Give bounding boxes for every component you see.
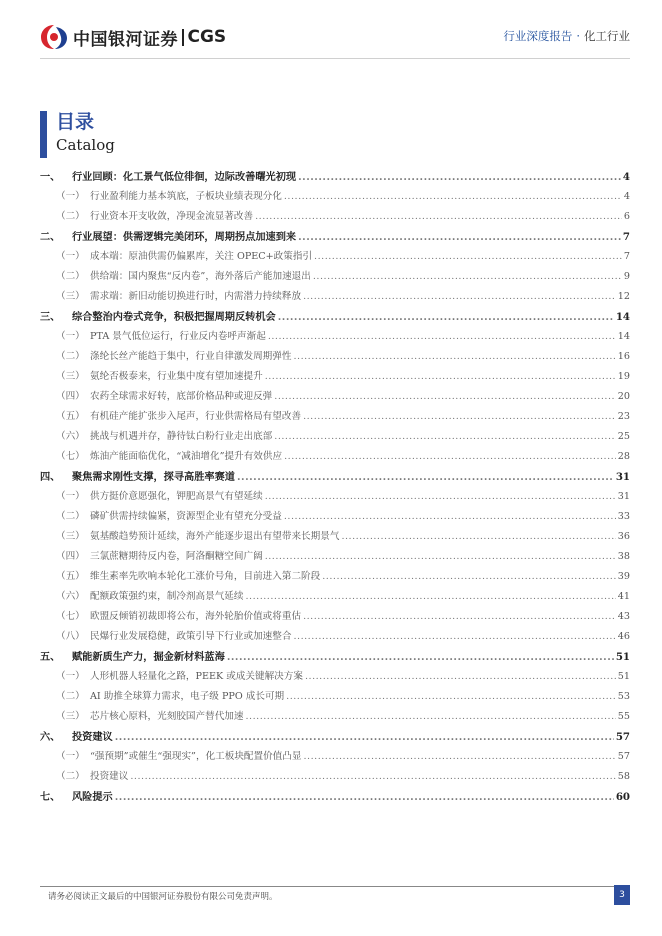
toc-leader-dots bbox=[268, 327, 616, 347]
toc-entry-page: 51 bbox=[617, 671, 630, 682]
toc-entry-page: 43 bbox=[617, 611, 630, 622]
toc-entry-page: 60 bbox=[615, 791, 630, 803]
toc-entry-page: 6 bbox=[623, 211, 630, 222]
toc-entry-title: PTA 景气低位运行，行业反内卷呼声渐起 bbox=[90, 331, 266, 342]
title-accent-bar bbox=[40, 111, 47, 158]
toc-entry-page: 14 bbox=[617, 331, 630, 342]
toc-entry-number: （二） bbox=[56, 211, 85, 222]
toc-entry-number: （二） bbox=[56, 511, 85, 522]
toc-section-entry[interactable] bbox=[40, 307, 630, 327]
toc-section-entry[interactable] bbox=[40, 227, 630, 247]
toc-entry-number: （三） bbox=[56, 371, 85, 382]
toc-leader-dots bbox=[274, 427, 616, 447]
toc-entry-number: 七、 bbox=[40, 791, 61, 803]
toc-entry-page: 31 bbox=[617, 491, 630, 502]
toc-entry-number: （五） bbox=[56, 571, 85, 582]
toc-entry-page: 7 bbox=[623, 251, 630, 262]
toc-entry-title: 炼油产能面临优化，“减油增化”提升有效供应 bbox=[90, 451, 283, 462]
toc-subsection-entry[interactable] bbox=[40, 687, 630, 707]
toc-leader-dots bbox=[305, 667, 616, 687]
toc-entry-title: 聚焦需求刚性支撑，探寻高胜率赛道 bbox=[72, 471, 235, 483]
toc-leader-dots bbox=[246, 707, 616, 727]
toc-entry-title: 农药全球需求好转，底部价格品种或迎反弹 bbox=[90, 391, 273, 402]
footer-disclaimer: 请务必阅读正文最后的中国银河证券股份有限公司免责声明。 bbox=[48, 892, 278, 902]
toc-leader-dots bbox=[115, 787, 614, 807]
toc-entry-page: 51 bbox=[615, 651, 630, 663]
toc-leader-dots bbox=[303, 287, 616, 307]
page-header bbox=[0, 0, 662, 70]
toc-subsection-entry[interactable] bbox=[40, 767, 630, 787]
toc-subsection-entry[interactable] bbox=[40, 287, 630, 307]
toc-subsection-entry[interactable] bbox=[40, 707, 630, 727]
toc-leader-dots bbox=[298, 227, 621, 247]
toc-entry-number: 二、 bbox=[40, 231, 61, 243]
toc-entry-page: 31 bbox=[615, 471, 630, 483]
toc-subsection-entry[interactable] bbox=[40, 587, 630, 607]
toc-title-cn: 目录 bbox=[56, 111, 95, 133]
toc-entry-number: 一、 bbox=[40, 171, 61, 183]
toc-entry-title: 氨基酸趋势预计延续，海外产能逐步退出有望带来长期景气 bbox=[90, 531, 340, 542]
toc-subsection-entry[interactable] bbox=[40, 427, 630, 447]
toc-subsection-entry[interactable] bbox=[40, 267, 630, 287]
toc-entry-number: （一） bbox=[56, 751, 85, 762]
header-divider bbox=[40, 58, 630, 59]
toc-leader-dots bbox=[265, 547, 616, 567]
toc-entry-title: 人形机器人轻量化之路，PEEK 或成关键解决方案 bbox=[90, 671, 303, 682]
toc-entry-title: 欧盟反倾销初裁即将公布，海外轮胎价值或将重估 bbox=[90, 611, 302, 622]
toc-leader-dots bbox=[265, 487, 616, 507]
toc-entry-number: （五） bbox=[56, 411, 85, 422]
toc-subsection-entry[interactable] bbox=[40, 347, 630, 367]
toc-entry-page: 4 bbox=[622, 171, 630, 183]
toc-entry-page: 57 bbox=[617, 751, 630, 762]
toc-entry-title: 行业盈利能力基本筑底，子板块业绩表现分化 bbox=[90, 191, 282, 202]
toc-entry-title: 赋能新质生产力，掘金新材料蓝海 bbox=[72, 651, 225, 663]
toc-entry-page: 57 bbox=[615, 731, 630, 743]
toc-subsection-entry[interactable] bbox=[40, 747, 630, 767]
toc-entry-number: 五、 bbox=[40, 651, 61, 663]
toc-entry-title: AI 助推全球算力需求，电子级 PPO 成长可期 bbox=[90, 691, 285, 702]
toc-entry-page: 23 bbox=[617, 411, 630, 422]
toc-entry-title: 维生素率先吹响本轮化工涨价号角，目前进入第二阶段 bbox=[90, 571, 321, 582]
toc-leader-dots bbox=[130, 767, 615, 787]
toc-leader-dots bbox=[322, 567, 616, 587]
toc-title-en: Catalog bbox=[56, 136, 115, 154]
toc-leader-dots bbox=[303, 407, 616, 427]
toc-leader-dots bbox=[115, 727, 614, 747]
toc-subsection-entry[interactable] bbox=[40, 667, 630, 687]
toc-entry-number: （一） bbox=[56, 331, 85, 342]
toc-leader-dots bbox=[227, 647, 614, 667]
toc-subsection-entry[interactable] bbox=[40, 487, 630, 507]
toc-section-entry[interactable] bbox=[40, 467, 630, 487]
toc-entry-page: 19 bbox=[617, 371, 630, 382]
toc-subsection-entry[interactable] bbox=[40, 407, 630, 427]
toc-entry-number: 三、 bbox=[40, 311, 61, 323]
toc-entry-page: 28 bbox=[617, 451, 630, 462]
toc-entry-title: 配额政策强约束，制冷剂高景气延续 bbox=[90, 591, 244, 602]
toc-entry-title: 磷矿供需持续偏紧，资源型企业有望充分受益 bbox=[90, 511, 282, 522]
toc-entry-page: 36 bbox=[617, 531, 630, 542]
toc-entry-number: 四、 bbox=[40, 471, 61, 483]
report-category bbox=[503, 28, 630, 44]
toc-entry-page: 33 bbox=[617, 511, 630, 522]
toc-subsection-entry[interactable] bbox=[40, 447, 630, 467]
toc-subsection-entry[interactable] bbox=[40, 387, 630, 407]
toc-entry-page: 58 bbox=[617, 771, 630, 782]
toc-section-entry[interactable] bbox=[40, 647, 630, 667]
toc-entry-number: （一） bbox=[56, 671, 85, 682]
toc-subsection-entry[interactable] bbox=[40, 567, 630, 587]
toc-subsection-entry[interactable] bbox=[40, 367, 630, 387]
toc-leader-dots bbox=[293, 347, 615, 367]
toc-entry-page: 46 bbox=[617, 631, 630, 642]
toc-entry-number: （二） bbox=[56, 351, 85, 362]
toc-leader-dots bbox=[255, 207, 622, 227]
toc-entry-title: 有机硅产能扩张步入尾声，行业供需格局有望改善 bbox=[90, 411, 302, 422]
toc-entry-page: 9 bbox=[623, 271, 630, 282]
toc-entry-title: 氨纶否极泰来，行业集中度有望加速提升 bbox=[90, 371, 263, 382]
toc-entry-title: 需求端：新旧动能切换进行时，内需潜力持续释放 bbox=[90, 291, 302, 302]
galaxy-logo-icon bbox=[40, 24, 68, 50]
toc-leader-dots bbox=[284, 187, 622, 207]
industry-label: 化工行业 bbox=[584, 29, 630, 43]
toc-subsection-entry[interactable] bbox=[40, 187, 630, 207]
toc-entry-title: 芯片核心原料，光刻胶国产替代加速 bbox=[90, 711, 244, 722]
toc-leader-dots bbox=[274, 387, 616, 407]
toc-leader-dots bbox=[313, 267, 622, 287]
toc-entry-page: 12 bbox=[617, 291, 630, 302]
report-type: 行业深度报告 bbox=[503, 29, 573, 43]
toc-entry-title: 投资建议 bbox=[90, 771, 129, 782]
toc-entry-title: 成本端：原油供需仍偏累库，关注 OPEC+政策指引 bbox=[90, 251, 313, 262]
logo-text-en: CGS bbox=[187, 27, 227, 47]
header-dot: · bbox=[576, 29, 580, 43]
toc-entry-number: （四） bbox=[56, 551, 85, 562]
toc-subsection-entry[interactable] bbox=[40, 627, 630, 647]
toc-leader-dots bbox=[341, 527, 615, 547]
footer-divider bbox=[40, 886, 630, 887]
toc-entry-title: 涤纶长丝产能趋于集中，行业自律激发周期弹性 bbox=[90, 351, 292, 362]
toc-entry-number: 六、 bbox=[40, 731, 61, 743]
toc-entry-number: （八） bbox=[56, 631, 85, 642]
toc-subsection-entry[interactable] bbox=[40, 507, 630, 527]
logo-text-cn: 中国银河证券 bbox=[73, 29, 178, 50]
toc-subsection-entry[interactable] bbox=[40, 207, 630, 227]
toc-subsection-entry[interactable] bbox=[40, 527, 630, 547]
table-of-contents bbox=[40, 167, 630, 807]
toc-entry-number: （七） bbox=[56, 451, 85, 462]
toc-leader-dots bbox=[284, 507, 616, 527]
toc-leader-dots bbox=[284, 447, 616, 467]
toc-entry-title: “强预期”或催生“强现实”，化工板块配置价值凸显 bbox=[90, 751, 302, 762]
toc-leader-dots bbox=[298, 167, 621, 187]
toc-entry-page: 53 bbox=[617, 691, 630, 702]
toc-entry-number: （一） bbox=[56, 491, 85, 502]
toc-entry-number: （三） bbox=[56, 711, 85, 722]
toc-entry-title: 投资建议 bbox=[72, 731, 113, 743]
toc-entry-page: 39 bbox=[617, 571, 630, 582]
toc-entry-page: 41 bbox=[617, 591, 630, 602]
toc-subsection-entry[interactable] bbox=[40, 327, 630, 347]
toc-entry-page: 14 bbox=[615, 311, 630, 323]
toc-leader-dots bbox=[237, 467, 614, 487]
toc-entry-title: 风险提示 bbox=[72, 791, 113, 803]
toc-entry-page: 25 bbox=[617, 431, 630, 442]
toc-leader-dots bbox=[286, 687, 616, 707]
company-logo bbox=[40, 24, 226, 50]
toc-entry-title: 供方挺价意愿强化，钾肥高景气有望延续 bbox=[90, 491, 263, 502]
toc-entry-title: 综合整治内卷式竞争，积极把握周期反转机会 bbox=[72, 311, 276, 323]
toc-entry-page: 38 bbox=[617, 551, 630, 562]
toc-entry-number: （六） bbox=[56, 591, 85, 602]
toc-entry-page: 20 bbox=[617, 391, 630, 402]
toc-leader-dots bbox=[265, 367, 616, 387]
logo-separator bbox=[182, 29, 184, 46]
toc-entry-title: 行业资本开支收敛，净现金流显著改善 bbox=[90, 211, 254, 222]
toc-leader-dots bbox=[314, 247, 622, 267]
toc-entry-title: 挑战与机遇并存，静待钛白粉行业走出底部 bbox=[90, 431, 273, 442]
toc-subsection-entry[interactable] bbox=[40, 607, 630, 627]
toc-entry-title: 供给端：国内聚焦“反内卷”，海外落后产能加速退出 bbox=[90, 271, 311, 282]
toc-subsection-entry[interactable] bbox=[40, 547, 630, 567]
toc-entry-number: （一） bbox=[56, 191, 85, 202]
toc-entry-title: 行业回顾：化工景气低位徘徊，边际改善曙光初现 bbox=[72, 171, 297, 183]
toc-entry-number: （七） bbox=[56, 611, 85, 622]
page-number: 3 bbox=[614, 885, 630, 905]
toc-section-entry[interactable] bbox=[40, 167, 630, 187]
toc-leader-dots bbox=[246, 587, 616, 607]
toc-entry-number: （四） bbox=[56, 391, 85, 402]
toc-entry-number: （三） bbox=[56, 531, 85, 542]
toc-entry-number: （一） bbox=[56, 251, 85, 262]
toc-entry-title: 民爆行业发展稳健，政策引导下行业或加速整合 bbox=[90, 631, 292, 642]
toc-entry-page: 4 bbox=[623, 191, 630, 202]
toc-entry-title: 行业展望：供需逻辑完美闭环，周期拐点加速到来 bbox=[72, 231, 297, 243]
toc-entry-number: （二） bbox=[56, 771, 85, 782]
toc-subsection-entry[interactable] bbox=[40, 247, 630, 267]
toc-entry-page: 55 bbox=[617, 711, 630, 722]
toc-section-entry[interactable] bbox=[40, 727, 630, 747]
toc-leader-dots bbox=[304, 747, 616, 767]
toc-entry-number: （二） bbox=[56, 691, 85, 702]
toc-entry-number: （三） bbox=[56, 291, 85, 302]
toc-section-entry[interactable] bbox=[40, 787, 630, 807]
toc-leader-dots bbox=[303, 607, 616, 627]
toc-entry-page: 16 bbox=[617, 351, 630, 362]
toc-leader-dots bbox=[278, 307, 614, 327]
toc-leader-dots bbox=[293, 627, 615, 647]
toc-entry-title: 三氯蔗糖期待反内卷，阿洛酮糖空间广阔 bbox=[90, 551, 263, 562]
toc-entry-page: 7 bbox=[622, 231, 630, 243]
toc-entry-number: （六） bbox=[56, 431, 85, 442]
toc-entry-number: （二） bbox=[56, 271, 85, 282]
